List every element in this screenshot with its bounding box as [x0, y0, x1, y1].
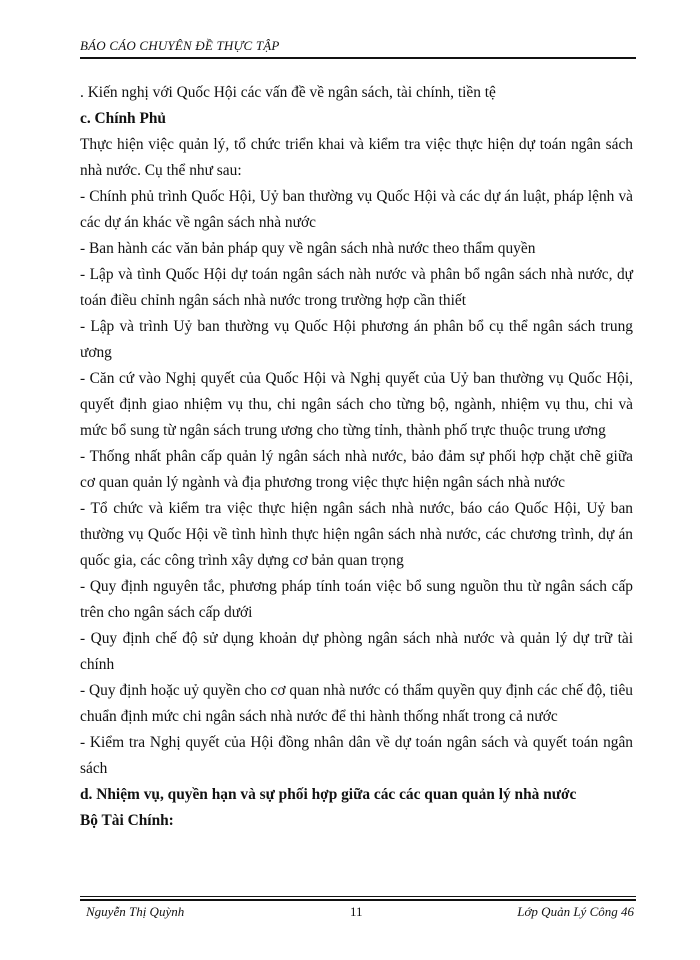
list-item: - Căn cứ vào Nghị quyết của Quốc Hội và Nghị quyết của Uỷ ban thường vụ Quốc Hội, quyết định giao nhiệm vụ thu, chi ngân sách cho từng bộ, ngành, nhiệm vụ thu, chi và mức bổ sung từ ngân sách trung ương cho từng tỉnh, thành phố trực thuộc trung ương [80, 370, 633, 439]
footer-divider-thick [80, 899, 636, 901]
subheading: Bộ Tài Chính: [80, 812, 174, 829]
list-item: - Tổ chức và kiểm tra việc thực hiện ngân sách nhà nước, báo cáo Quốc Hội, Uỷ ban thường vụ Quốc Hội về tình hình thực hiện ngân sách nhà nước, các chương trình, dự án quốc gia, các công trình xây dựng cơ bản quan trọng [80, 500, 633, 569]
list-item: - Ban hành các văn bản pháp quy về ngân sách nhà nước theo thẩm quyền [80, 240, 536, 257]
paragraph: Thực hiện việc quản lý, tổ chức triển khai và kiểm tra việc thực hiện dự toán ngân sách nhà nước. Cụ thể như sau: [80, 136, 633, 179]
section-heading-d: d. Nhiệm vụ, quyền hạn và sự phối hợp giữa các các quan quản lý nhà nước [80, 786, 577, 803]
header-divider [80, 57, 636, 59]
section-heading-c: c. Chính Phủ [80, 110, 166, 127]
footer-author: Nguyễn Thị Quỳnh [86, 904, 185, 919]
footer-divider [80, 896, 636, 897]
footer-class-name: Lớp Quản Lý Công 46 [517, 904, 634, 919]
list-item: - Quy định hoặc uỷ quyền cho cơ quan nhà nước có thẩm quyền quy định các chế độ, tiêu chuẩn định mức chi ngân sách nhà nước để thi hành thống nhất trong cả nước [80, 682, 633, 725]
list-item: - Chính phủ trình Quốc Hội, Uỷ ban thường vụ Quốc Hội và các dự án luật, pháp lệnh và các dự án khác về ngân sách nhà nước [80, 188, 633, 231]
list-item: - Thống nhất phân cấp quản lý ngân sách nhà nước, bảo đảm sự phối hợp chặt chẽ giữa cơ quan quản lý ngành và địa phương trong việc thực hiện ngân sách nhà nước [80, 448, 633, 491]
paragraph: . Kiến nghị với Quốc Hội các vấn đề về ngân sách, tài chính, tiền tệ [80, 84, 496, 101]
list-item: - Lập và trình Uỷ ban thường vụ Quốc Hội phương án phân bổ cụ thể ngân sách trung ương [80, 318, 633, 361]
page-header-title: BÁO CÁO CHUYÊN ĐỀ THỰC TẬP [80, 38, 280, 53]
list-item: - Lập và tình Quốc Hội dự toán ngân sách nàh nước và phân bổ ngân sách nhà nước, dự toán điều chỉnh ngân sách nhà nước trong trường hợp cần thiết [80, 266, 633, 309]
list-item: - Quy định chế độ sử dụng khoản dự phòng ngân sách nhà nước và quản lý dự trữ tài chính [80, 630, 633, 673]
document-body [80, 80, 633, 834]
list-item: - Quy định nguyên tắc, phương pháp tính toán việc bổ sung nguồn thu từ ngân sách cấp trên cho ngân sách cấp dưới [80, 578, 633, 621]
page-number: 11 [350, 904, 363, 919]
list-item: - Kiểm tra Nghị quyết của Hội đồng nhân dân về dự toán ngân sách và quyết toán ngân sách [80, 734, 633, 777]
